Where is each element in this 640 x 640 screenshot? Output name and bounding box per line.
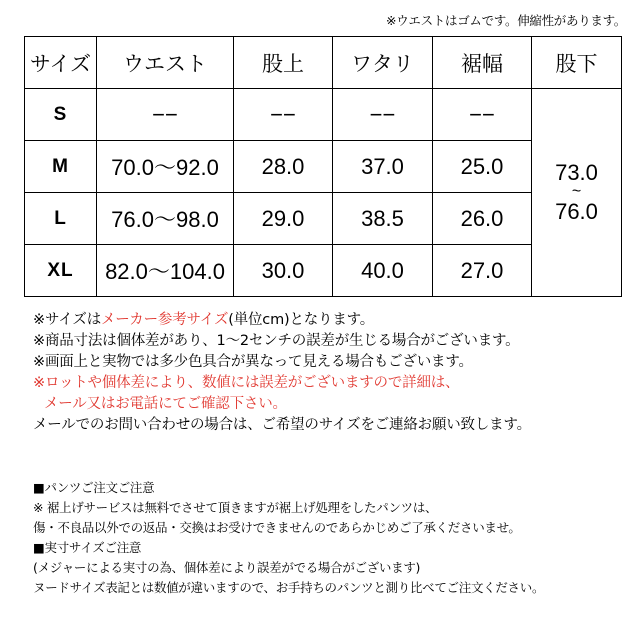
rise-cell: −− xyxy=(234,89,333,141)
waist-cell: 82.0〜104.0 xyxy=(97,245,234,297)
size-table xyxy=(24,36,622,297)
size-cell: M xyxy=(25,141,97,193)
thigh-cell: 40.0 xyxy=(333,245,433,297)
header-inseam: 股下 xyxy=(532,37,622,89)
hem-cell: 25.0 xyxy=(433,141,532,193)
note-warning-line: メール又はお電話にてご確認下さい。 xyxy=(44,396,287,412)
inseam-to: 76.0 xyxy=(555,198,598,224)
note-text: ※サイズは xyxy=(33,312,101,328)
note-highlight: メーカー参考サイズ xyxy=(101,312,229,328)
thigh-cell: 37.0 xyxy=(333,141,433,193)
note-line: (メジャーによる実寸の為、個体差により誤差がでる場合がございます) xyxy=(33,560,421,575)
header-size: サイズ xyxy=(25,37,97,89)
note-warning-line: ※ロットや個体差により、数値には誤差がございますので詳細は、 xyxy=(33,375,460,391)
thigh-cell: 38.5 xyxy=(333,193,433,245)
note-line xyxy=(33,310,531,331)
rise-cell: 29.0 xyxy=(234,193,333,245)
waist-cell: 70.0〜92.0 xyxy=(97,141,234,193)
note-line: ※商品寸法は個体差があり、1〜2センチの誤差が生じる場合がございます。 xyxy=(33,333,520,349)
note-text: (単位cm)となります。 xyxy=(228,312,375,328)
hem-cell: 26.0 xyxy=(433,193,532,245)
header-thigh: ワタリ xyxy=(333,37,433,89)
hem-cell: −− xyxy=(433,89,532,141)
note-line: ヌードサイズ表記とは数値が違いますので、お手持ちのパンツと測り比べてご注文ください。 xyxy=(33,580,545,595)
size-cell: S xyxy=(25,89,97,141)
header-rise: 股上 xyxy=(234,37,333,89)
inseam-cell xyxy=(532,89,622,297)
waist-cell: −− xyxy=(97,89,234,141)
note-line: メールでのお問い合わせの場合は、ご希望のサイズをご連絡お願い致します。 xyxy=(33,417,531,433)
header-waist: ウエスト xyxy=(97,37,234,89)
size-cell: L xyxy=(25,193,97,245)
elastic-waist-note: ※ウエストはゴムです。伸縮性があります。 xyxy=(386,13,626,28)
inseam-from: 73.0 xyxy=(555,160,598,186)
inseam-separator: ~ xyxy=(571,183,582,201)
size-notes xyxy=(33,310,531,436)
note-line: 傷・不良品以外での返品・交換はお受けできませんのであらかじめご了承くださいませ。 xyxy=(33,520,521,535)
pants-notes xyxy=(33,478,544,598)
size-cell: XL xyxy=(25,245,97,297)
hem-cell: 27.0 xyxy=(433,245,532,297)
table-header-row xyxy=(25,37,622,89)
waist-cell: 76.0〜98.0 xyxy=(97,193,234,245)
header-hem: 裾幅 xyxy=(433,37,532,89)
note-line: ※ 裾上げサービスは無料でさせて頂きますが裾上げ処理をしたパンツは、 xyxy=(33,500,438,515)
thigh-cell: −− xyxy=(333,89,433,141)
rise-cell: 28.0 xyxy=(234,141,333,193)
table-row xyxy=(25,89,622,141)
section-heading: ■パンツご注文ご注意 xyxy=(33,480,155,495)
section-heading: ■実寸サイズご注意 xyxy=(33,540,142,555)
rise-cell: 30.0 xyxy=(234,245,333,297)
note-line: ※画面上と実物では多少色具合が異なって見える場合もございます。 xyxy=(33,354,473,370)
